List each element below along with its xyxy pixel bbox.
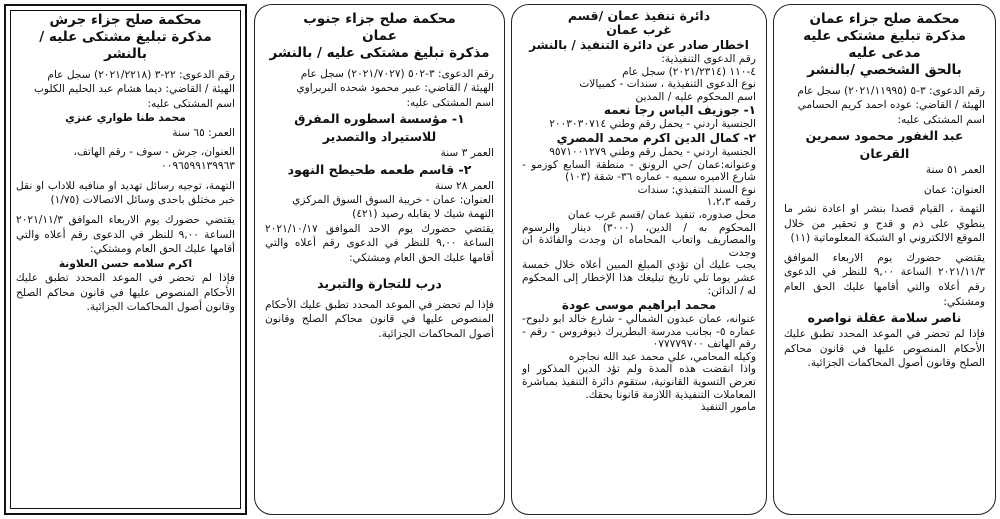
debt-amount: المحكوم به / الدين، (٣٠٠٠) دينار والرسوم والمصاريف واتعاب المحاماه ان وجدت والفائدة ان وجدت: [522, 221, 756, 259]
phone-number: ٠٠٩٦٥٩٩١٣٩٩٦٣: [161, 160, 235, 173]
case-number: رقم الدعوى: ٢٢-٣ (٢٠٢١/٢٢١٨) سجل عام: [47, 69, 235, 81]
charge: التهمة ، القيام قصدا بنشر او اعادة نشر ما ينطوي على ذم و قدح و تحقير من خلال الموقع الالكتروني او الشبكة المعلوماتية (١١): [784, 203, 985, 245]
judge: الهيئة / القاضي: عوده احمد كريم الحسامي: [797, 99, 985, 112]
notice-title: دائرة تنفيذ عمان /قسم: [567, 8, 711, 23]
notice-title: محكمة صلح جزاء جرش: [49, 12, 202, 28]
defendant-label: اسم المشتكى عليه:: [406, 96, 494, 109]
age: العمر ٢٨ سنة: [434, 179, 494, 192]
defendant-name: محمد طنا طواري عنزي: [65, 112, 186, 125]
warning-text: فإذا لم تحضر في الموعد المحدد تطبق عليك الأحكام المنصوص عليها في قانون محاكم الصلح وقانون أصول المحاكمات الجزائية.: [265, 298, 494, 340]
ruled-against-label: اسم المحكوم عليه / المدين: [635, 90, 756, 103]
debtor-nationality: الجنسية اردني - يحمل رقم وطني ٩٥٧١٠٠١٢٧٩: [549, 145, 756, 158]
case-number: رقم الدعوى: ٣-٥ (٢٠٢١/١١٩٩٥) سجل عام: [797, 85, 985, 97]
creditor-address: عنوانه، عمان عبدون الشمالي - شارع خالد ابو دلبوح- عماره ٥- بجانب مدرسة البطريرك ذيوفروس - رقم - رقم الهاتف ٠٧٧٧٧٩٧٠٠: [522, 313, 756, 351]
creditor-name: محمد ابراهيم موسى عودة: [561, 298, 717, 313]
complainant-name: ناصر سلامة عقلة نواصره: [807, 310, 962, 326]
execution-number: ٤-١١٠ (٢٠٢١/٢٣١٤) سجل عام: [622, 65, 756, 78]
judge: الهيئة / القاضي: ديما هشام عبد الحليم الكلوب: [33, 83, 235, 96]
complainant-name: درب للتجارة والتبريد: [317, 275, 442, 291]
execution-number-label: رقم الدعوى التنفيذية:: [661, 53, 756, 65]
notice-title: عمان: [362, 28, 397, 44]
charge: التهمة شيك لا يقابله رصيد (٤٢١): [352, 208, 494, 221]
notice-amman-court: [773, 4, 996, 515]
notice-subtitle: مذكرة تبليغ مشتكى عليه /: [39, 29, 212, 45]
notice-subtitle: مذكرة تبليغ مشتكى عليه مدعى عليه: [803, 28, 966, 61]
charge: التهمة، توجيه رسائل تهديد او منافيه للاداب او نقل خبر مختلق باحدى وسائل الاتصالات (١/٧٥): [16, 179, 235, 207]
age: العمر ٣ سنة: [440, 147, 494, 160]
notice-subtitle: بالحق الشخصي /بالنشر: [807, 62, 962, 78]
address: العنوان: عمان - خريبة السوق السوق المركزي: [292, 194, 494, 207]
hearing-notice: يقتضي حضورك يوم الاربعاء الموافق ٢٠٢١/١١/٣ الساعة ٩,٠٠ للنظر في الدعوى رقم أعلاه والتي أقامها عليك الحق العام ومشتكي:: [16, 214, 235, 256]
warning-text: فإذا لم تحضر في الموعد المحدد تطبق عليك الأحكام المنصوص عليها في قانون محاكم الصلح وقانون أصول المحاكمات الجزائية.: [16, 272, 235, 314]
age: العمر: ٦٥ سنة: [172, 126, 235, 139]
frame-corner: [4, 497, 22, 515]
hearing-notice: يقتضي حضورك يوم الاربعاء الموافق ٢٠٢١/١١/٣ الساعة ٩,٠٠ للنظر في الدعوى رقم أعلاه والتي أقامها عليك الحق العام ومشتكي:: [784, 251, 985, 308]
warning-text: فإذا لم تحضر في الموعد المحدد تطبق عليك الأحكام المنصوص عليها في قانون محاكم الصلح وقانون أصول المحاكمات الجزائية.: [784, 328, 985, 370]
debtor-nationality: الجنسية اردني - يحمل رقم وطني ٢٠٠٣٠٣٠٧١٤: [549, 118, 756, 131]
bond-number: رقمه ١،٢،٣: [706, 196, 756, 209]
address: العنوان، جرش - سوف - رقم الهاتف،: [73, 146, 235, 159]
frame-corner: [229, 497, 247, 515]
notice-title: غرب عمان: [606, 22, 672, 37]
debtor-address: وعنوانه:عمان /حي الرونق - منطقة السابع كوزمو - شارع الاميره سميه - عماره ٣٦- شقة (١٠٣): [522, 158, 756, 184]
notice-subtitle: اخطار صادر عن دائرة التنفيذ / بالنشر: [529, 38, 749, 52]
defendant-name: ١- مؤسسة اسطوره المفرق للاستيراد والتصدير: [294, 111, 465, 145]
defendant-name: عبد الغفور محمود سمرين القرعان: [805, 128, 964, 162]
address: العنوان: عمان: [923, 183, 985, 196]
execution-type: نوع الدعوى التنفيذية ، سندات - كمبيالات: [579, 78, 756, 91]
age: العمر ٥١ سنة: [925, 164, 985, 177]
signature: مأمور التنفيذ: [700, 401, 756, 414]
debtor-name: ٢- كمال الدين اكرم محمد المصري: [556, 130, 756, 145]
notice-subtitle: مذكرة تبليغ مشتكى عليه / بالنشر: [269, 45, 490, 61]
complainant-name: اكرم سلامه حسن العلاونة: [58, 257, 193, 270]
bond-source: محل صدوره، تنفيذ عمان /قسم غرب عمان: [567, 208, 756, 221]
case-number: رقم الدعوى: ٣-٥٠٢ (٢٠٢١/٧٠٢٧) سجل عام: [300, 68, 494, 80]
defendant-label: اسم المشتكى عليه:: [147, 97, 235, 110]
judge: الهيئة / القاضي: عبير محمود شحده البربراوي: [296, 82, 494, 95]
defendant-label: اسم المشتكى عليه:: [897, 113, 985, 126]
notice-jerash-court: [4, 4, 247, 515]
hearing-notice: يقتضي حضورك يوم الاحد الموافق ٢٠٢١/١٠/١٧ الساعة ٩,٠٠ للنظر في الدعوى رقم أعلاه والتي أقامها عليك الحق العام ومشتكي:: [265, 222, 494, 265]
execution-warning: واذا انقضت هذه المدة ولم تؤد الدين المذكور او تعرض التسوية القانونية، ستقوم دائرة التنفيذ بمباشرة المعاملات التنفيذية اللازمة قانونا بحقك.: [522, 363, 756, 401]
notice-title: محكمة صلح جزاء عمان: [809, 11, 960, 27]
defendant-name: ٢- قاسم طعمه طحيطح النهود: [287, 161, 472, 177]
payment-notice: يجب عليك أن تؤدي المبلغ المبين أعلاه خلال خمسة عشر يوما تلي تاريخ تبليغك هذا الإخطار إلى المحكوم له / الدائن:: [522, 259, 756, 297]
lawyer: وكيله المحامي، علي محمد عبد الله نجاجره: [568, 350, 756, 363]
bond-type: نوع السند التنفيذي: سندات: [637, 183, 756, 196]
notice-execution-department: [511, 4, 767, 515]
debtor-name: ١- جوزيف الياس رجا نعمه: [603, 103, 756, 118]
notice-title: محكمة صلح جزاء جنوب: [303, 11, 456, 27]
notice-subtitle: بالنشر: [104, 46, 147, 62]
notice-south-amman-court: [254, 4, 505, 515]
